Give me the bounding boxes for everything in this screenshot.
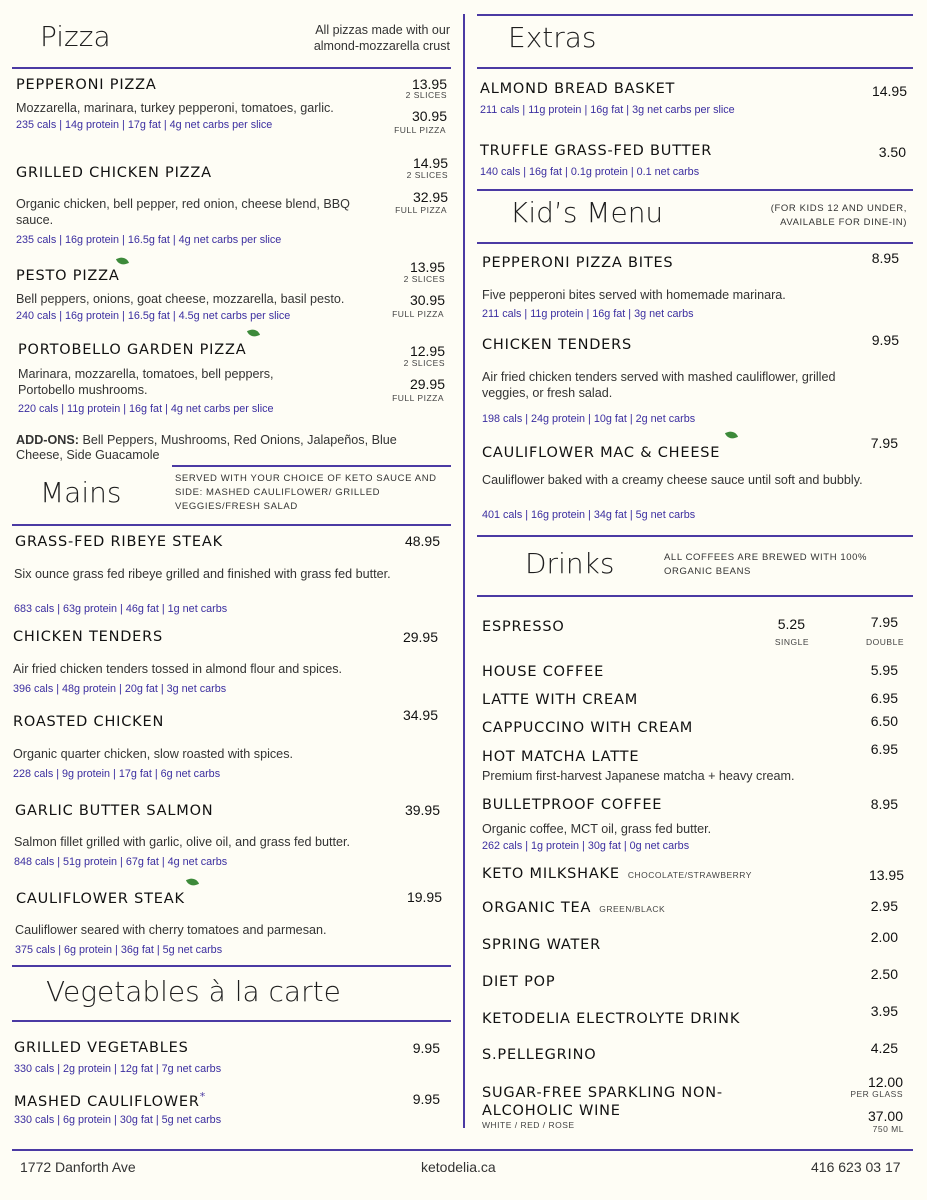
price-label-full: FULL PIZZA: [392, 309, 444, 319]
menu-item-nutrition: 211 cals | 11g protein | 16g fat | 3g net carbs: [482, 308, 694, 320]
menu-item-nutrition: 683 cals | 63g protein | 46g fat | 1g net carbs: [14, 603, 228, 615]
menu-item-price: 6.50: [870, 713, 898, 729]
menu-item-price: 29.95: [402, 629, 438, 645]
menu-item-nutrition: 375 cals | 6g protein | 36g fat | 5g net carbs: [15, 944, 223, 956]
extras-section-title: Extras: [508, 21, 597, 54]
menu-item-nutrition: 228 cals | 9g protein | 17g fat | 6g net carbs: [13, 768, 221, 780]
menu-item-price: 2.95: [870, 898, 898, 914]
pizza-addons: [16, 433, 426, 463]
menu-item-name: ESPRESSO: [482, 619, 565, 635]
menu-item-nutrition: 262 cals | 1g protein | 30g fat | 0g net carbs: [482, 840, 690, 852]
menu-item-description: Salmon fillet grilled with garlic, olive oil, and grass fed butter.: [14, 835, 350, 849]
menu-item-name: SPRING WATER: [482, 937, 602, 953]
price-bottle: 37.00: [867, 1108, 903, 1124]
menu-item-price: 39.95: [404, 802, 440, 818]
menu-item-price: 9.95: [412, 1040, 440, 1056]
mains-divider: [12, 524, 451, 526]
menu-item-description: Air fried chicken tenders tossed in almond flour and spices.: [13, 662, 343, 676]
pizza-crust-note: All pizzas made with our almond-mozzarella crust: [313, 23, 450, 53]
menu-item-price: 2.50: [870, 966, 898, 982]
footnote-asterisk: *: [199, 1090, 207, 1103]
price-full: 29.95: [409, 376, 445, 392]
menu-item-name: CAPPUCCINO WITH CREAM: [482, 720, 694, 736]
menu-item-name: [482, 900, 665, 916]
price-label-double: DOUBLE: [866, 637, 904, 647]
mains-side-note: SERVED WITH YOUR CHOICE OF KETO SAUCE AND SIDE: MASHED CAULIFLOWER/ GRILLED VEGGIES/FRESH SALAD: [175, 473, 437, 512]
menu-item-name: SUGAR-FREE SPARKLING NON-ALCOHOLIC WINE: [482, 1085, 723, 1119]
price-full: 30.95: [409, 292, 445, 308]
menu-item-price: 7.95: [870, 435, 898, 451]
menu-item-variant: CHOCOLATE/STRAWBERRY: [627, 870, 752, 880]
menu-item-price: 34.95: [402, 707, 438, 723]
menu-item-description: Cauliflower baked with a creamy cheese sauce until soft and bubbly.: [482, 473, 863, 487]
menu-item-nutrition: 235 cals | 14g protein | 17g fat | 4g net carbs per slice: [16, 119, 273, 131]
menu-item-price: 3.95: [870, 1003, 898, 1019]
pizza-mains-divider: [172, 465, 451, 467]
menu-item-name: HOT MATCHA LATTE: [482, 749, 640, 765]
price-label-full: FULL PIZZA: [395, 205, 447, 215]
menu-item-price: 9.95: [871, 332, 899, 348]
drinks-section-title: Drinks: [525, 547, 615, 580]
pizza-divider: [12, 67, 451, 69]
menu-item-description: Six ounce grass fed ribeye grilled and finished with grass fed butter.: [14, 567, 391, 581]
vegetables-section-title: Vegetables à la carte: [46, 975, 341, 1008]
menu-item-price: 5.95: [870, 662, 898, 678]
menu-item-nutrition: 240 cals | 16g protein | 16.5g fat | 4.5g net carbs per slice: [16, 310, 291, 322]
menu-item-nutrition: 220 cals | 11g protein | 16g fat | 4g net carbs per slice: [18, 403, 274, 415]
kids-divider: [477, 242, 913, 244]
menu-item-name: [14, 1090, 206, 1110]
mains-vegetables-divider: [12, 965, 451, 967]
menu-item-name: PORTOBELLO GARDEN PIZZA: [18, 342, 247, 358]
menu-item-description: Organic chicken, bell pepper, red onion, cheese blend, BBQ sauce.: [16, 197, 350, 227]
menu-item-name: CHICKEN TENDERS: [482, 337, 633, 353]
price-label-slices: 2 SLICES: [403, 358, 445, 368]
menu-item-description: Organic coffee, MCT oil, grass fed butter.: [482, 822, 712, 836]
price-slices: 14.95: [412, 155, 448, 171]
price-label-slices: 2 SLICES: [406, 170, 448, 180]
menu-item-nutrition: 401 cals | 16g protein | 34g fat | 5g net carbs: [482, 509, 696, 521]
menu-item-price: 14.95: [871, 83, 907, 99]
menu-item-price: 3.50: [878, 144, 906, 160]
price-glass: 12.00: [867, 1074, 903, 1090]
menu-item-name-text: KETO MILKSHAKE: [482, 866, 620, 882]
menu-item-name: CAULIFLOWER MAC & CHEESE: [482, 445, 721, 461]
kids-age-note: (FOR KIDS 12 AND UNDER, AVAILABLE FOR DINE-IN): [770, 203, 907, 228]
menu-item-name: [482, 866, 752, 882]
drinks-divider: [477, 595, 913, 597]
menu-item-description: Marinara, mozzarella, tomatoes, bell peppers, Portobello mushrooms.: [18, 367, 274, 397]
menu-item-nutrition: 211 cals | 11g protein | 16g fat | 3g net carbs per slice: [480, 104, 735, 116]
menu-item-name: ROASTED CHICKEN: [13, 714, 165, 730]
menu-item-price: 6.95: [870, 690, 898, 706]
menu-item-nutrition: 235 cals | 16g protein | 16.5g fat | 4g net carbs per slice: [16, 234, 282, 246]
price-label-slices: 2 SLICES: [405, 90, 447, 100]
vegetarian-leaf-icon: [247, 327, 260, 338]
vegetarian-leaf-icon: [116, 255, 129, 266]
menu-item-price: 6.95: [870, 741, 898, 757]
menu-item-name-text: ORGANIC TEA: [482, 900, 592, 916]
price-single: 5.25: [777, 616, 805, 632]
extras-divider: [477, 67, 913, 69]
menu-item-name: PESTO PIZZA: [16, 268, 120, 284]
price-label-glass: PER GLASS: [850, 1089, 903, 1099]
menu-item-name: GARLIC BUTTER SALMON: [15, 803, 214, 819]
menu-item-nutrition: 396 cals | 48g protein | 20g fat | 3g net carbs: [13, 683, 227, 695]
menu-item-price: 4.25: [870, 1040, 898, 1056]
extras-top-divider: [477, 14, 913, 16]
addons-label: ADD-ONS:: [16, 433, 79, 447]
price-label-single: SINGLE: [774, 637, 809, 647]
price-slices: 13.95: [411, 76, 447, 92]
price-full: 30.95: [411, 108, 447, 124]
menu-item-description: Mozzarella, marinara, turkey pepperoni, tomatoes, garlic.: [16, 101, 334, 115]
price-label-full: FULL PIZZA: [394, 125, 446, 135]
menu-item-variant: GREEN/BLACK: [599, 904, 666, 914]
menu-item-name: DIET POP: [482, 974, 556, 990]
price-label-full: FULL PIZZA: [392, 393, 444, 403]
menu-item-name: LATTE WITH CREAM: [482, 692, 639, 708]
menu-item-description: Bell peppers, onions, goat cheese, mozzarella, basil pesto.: [16, 292, 345, 306]
addons-list: Bell Peppers, Mushrooms, Red Onions, Jalapeños, Blue Cheese, Side Guacamole: [16, 433, 397, 462]
menu-item-description: Five pepperoni bites served with homemade marinara.: [482, 288, 786, 302]
menu-item-nutrition: 848 cals | 51g protein | 67g fat | 4g net carbs: [14, 856, 228, 868]
menu-item-price: 13.95: [868, 867, 904, 883]
menu-item-price: 8.95: [871, 250, 899, 266]
menu-item-price: 2.00: [870, 929, 898, 945]
menu-item-name: CAULIFLOWER STEAK: [16, 891, 185, 907]
menu-item-description: Air fried chicken tenders served with mashed cauliflower, grilled veggies, or fresh salad.: [482, 370, 836, 400]
price-slices: 12.95: [409, 343, 445, 359]
menu-item-nutrition: 330 cals | 6g protein | 30g fat | 5g net carbs: [14, 1114, 222, 1126]
menu-item-nutrition: 330 cals | 2g protein | 12g fat | 7g net carbs: [14, 1063, 222, 1075]
kids-drinks-divider: [477, 535, 913, 537]
footer-divider: [12, 1149, 913, 1151]
menu-item-name: KETODELIA ELECTROLYTE DRINK: [482, 1011, 741, 1027]
menu-item-name: S.PELLEGRINO: [482, 1047, 597, 1063]
mains-section-title: Mains: [40, 476, 122, 509]
extras-kids-divider: [477, 189, 913, 191]
price-full: 32.95: [412, 189, 448, 205]
vegetables-divider: [12, 1020, 451, 1022]
menu-item-price: 48.95: [404, 533, 440, 549]
menu-item-name: PEPPERONI PIZZA BITES: [482, 255, 674, 271]
pizza-section-title: Pizza: [40, 20, 111, 53]
price-double: 7.95: [870, 614, 898, 630]
menu-item-name: GRILLED CHICKEN PIZZA: [16, 165, 212, 181]
price-label-slices: 2 SLICES: [403, 274, 445, 284]
kids-section-title: Kid’s Menu: [510, 196, 664, 229]
price-label-bottle: 750 ML: [872, 1124, 904, 1134]
menu-item-name-text: MASHED CAULIFLOWER: [14, 1093, 200, 1110]
price-slices: 13.95: [409, 259, 445, 275]
menu-item-name: PEPPERONI PIZZA: [16, 77, 157, 93]
menu-item-name: GRASS-FED RIBEYE STEAK: [15, 534, 223, 550]
menu-item-description: Cauliflower seared with cherry tomatoes and parmesan.: [15, 923, 327, 937]
footer-website[interactable]: ketodelia.ca: [421, 1159, 496, 1175]
menu-item-name: ALMOND BREAD BASKET: [480, 81, 676, 97]
footer-address: 1772 Danforth Ave: [20, 1159, 136, 1175]
vegetarian-leaf-icon: [186, 876, 199, 887]
column-divider: [463, 14, 465, 1128]
menu-item-name: BULLETPROOF COFFEE: [482, 797, 663, 813]
vegetarian-leaf-icon: [725, 429, 738, 440]
menu-item-nutrition: 198 cals | 24g protein | 10g fat | 2g net carbs: [482, 413, 696, 425]
menu-item-price: 19.95: [406, 889, 442, 905]
menu-item-price: 8.95: [870, 796, 898, 812]
menu-item-name: GRILLED VEGETABLES: [14, 1040, 189, 1056]
menu-item-price: 9.95: [412, 1091, 440, 1107]
menu-item-name: CHICKEN TENDERS: [13, 629, 164, 645]
menu-item-name: HOUSE COFFEE: [482, 664, 605, 680]
footer-phone: 416 623 03 17: [811, 1159, 901, 1175]
drinks-coffee-note: ALL COFFEES ARE BREWED WITH 100% ORGANIC BEANS: [664, 552, 868, 577]
menu-item-nutrition: 140 cals | 16g fat | 0.1g protein | 0.1 net carbs: [480, 166, 700, 178]
menu-item-name: TRUFFLE GRASS-FED BUTTER: [480, 143, 713, 159]
menu-item-variant: WHITE / RED / ROSE: [482, 1120, 575, 1130]
menu-item-description: Premium first-harvest Japanese matcha + heavy cream.: [482, 769, 795, 783]
menu-item-description: Organic quarter chicken, slow roasted with spices.: [13, 747, 293, 761]
